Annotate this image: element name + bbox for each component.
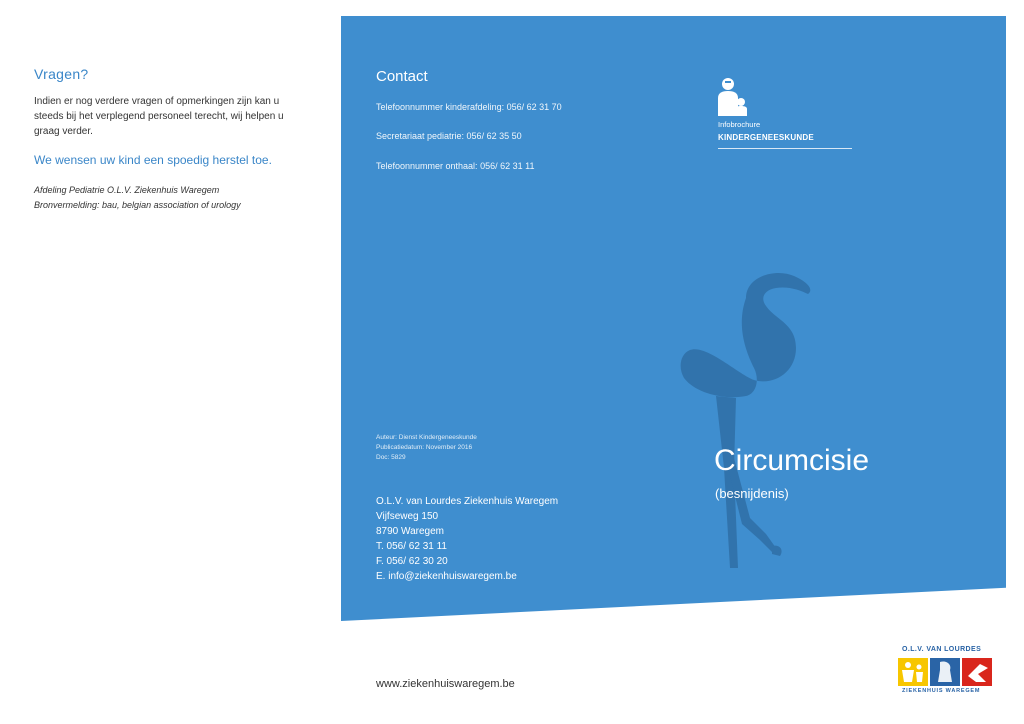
- credit-department: Afdeling Pediatrie O.L.V. Ziekenhuis Waregem: [34, 185, 220, 195]
- questions-section: [34, 66, 304, 213]
- contact-phone-pediatrics: Telefoonnummer kinderafdeling: 056/ 62 31 70: [376, 102, 562, 112]
- address-email[interactable]: E. info@ziekenhuiswaregem.be: [376, 571, 517, 582]
- address-fax: F. 056/ 62 30 20: [376, 556, 448, 567]
- website-link[interactable]: www.ziekenhuiswaregem.be: [376, 678, 515, 690]
- contact-reception: Telefoonnummer onthaal: 056/ 62 31 11: [376, 161, 535, 171]
- credit-source: Bronvermelding: bau, belgian association of urology: [34, 200, 241, 210]
- questions-text: Indien er nog verdere vragen of opmerkingen zijn kan u steeds bij het verplegend personeel terecht, wij helpen u graag verder.: [34, 96, 284, 137]
- brochure-department: KINDERGENEESKUNDE: [718, 133, 814, 142]
- address-phone: T. 056/ 62 31 11: [376, 541, 447, 552]
- get-well-wish: We wensen uw kind een spoedig herstel toe.: [34, 153, 272, 167]
- hospital-address: [376, 494, 558, 584]
- document-meta: [376, 433, 477, 463]
- flamingo-illustration: [676, 268, 826, 580]
- cover-title: Circumcisie: [714, 444, 870, 477]
- cover-subtitle: (besnijdenis): [715, 486, 789, 501]
- brochure-divider: [718, 148, 852, 149]
- contact-secretariat: Secretariaat pediatrie: 056/ 62 35 50: [376, 131, 522, 141]
- meta-doc: Doc: 5829: [376, 454, 406, 461]
- contact-title: Contact: [376, 68, 428, 85]
- meta-author: Auteur: Dienst Kindergeneeskunde: [376, 434, 477, 441]
- address-street: Vijfseweg 150: [376, 511, 439, 522]
- doctor-child-icon: [716, 76, 748, 116]
- address-city: 8790 Waregem: [376, 526, 444, 537]
- questions-heading: Vragen?: [34, 66, 89, 82]
- logo-text-bottom: ZIEKENHUIS WAREGEM: [902, 688, 981, 694]
- address-name: O.L.V. van Lourdes Ziekenhuis Waregem: [376, 496, 559, 507]
- meta-date: Publicatiedatum: November 2016: [376, 444, 473, 451]
- logo-text-top: O.L.V. VAN LOURDES: [902, 646, 982, 653]
- brochure-label: Infobrochure: [718, 120, 761, 129]
